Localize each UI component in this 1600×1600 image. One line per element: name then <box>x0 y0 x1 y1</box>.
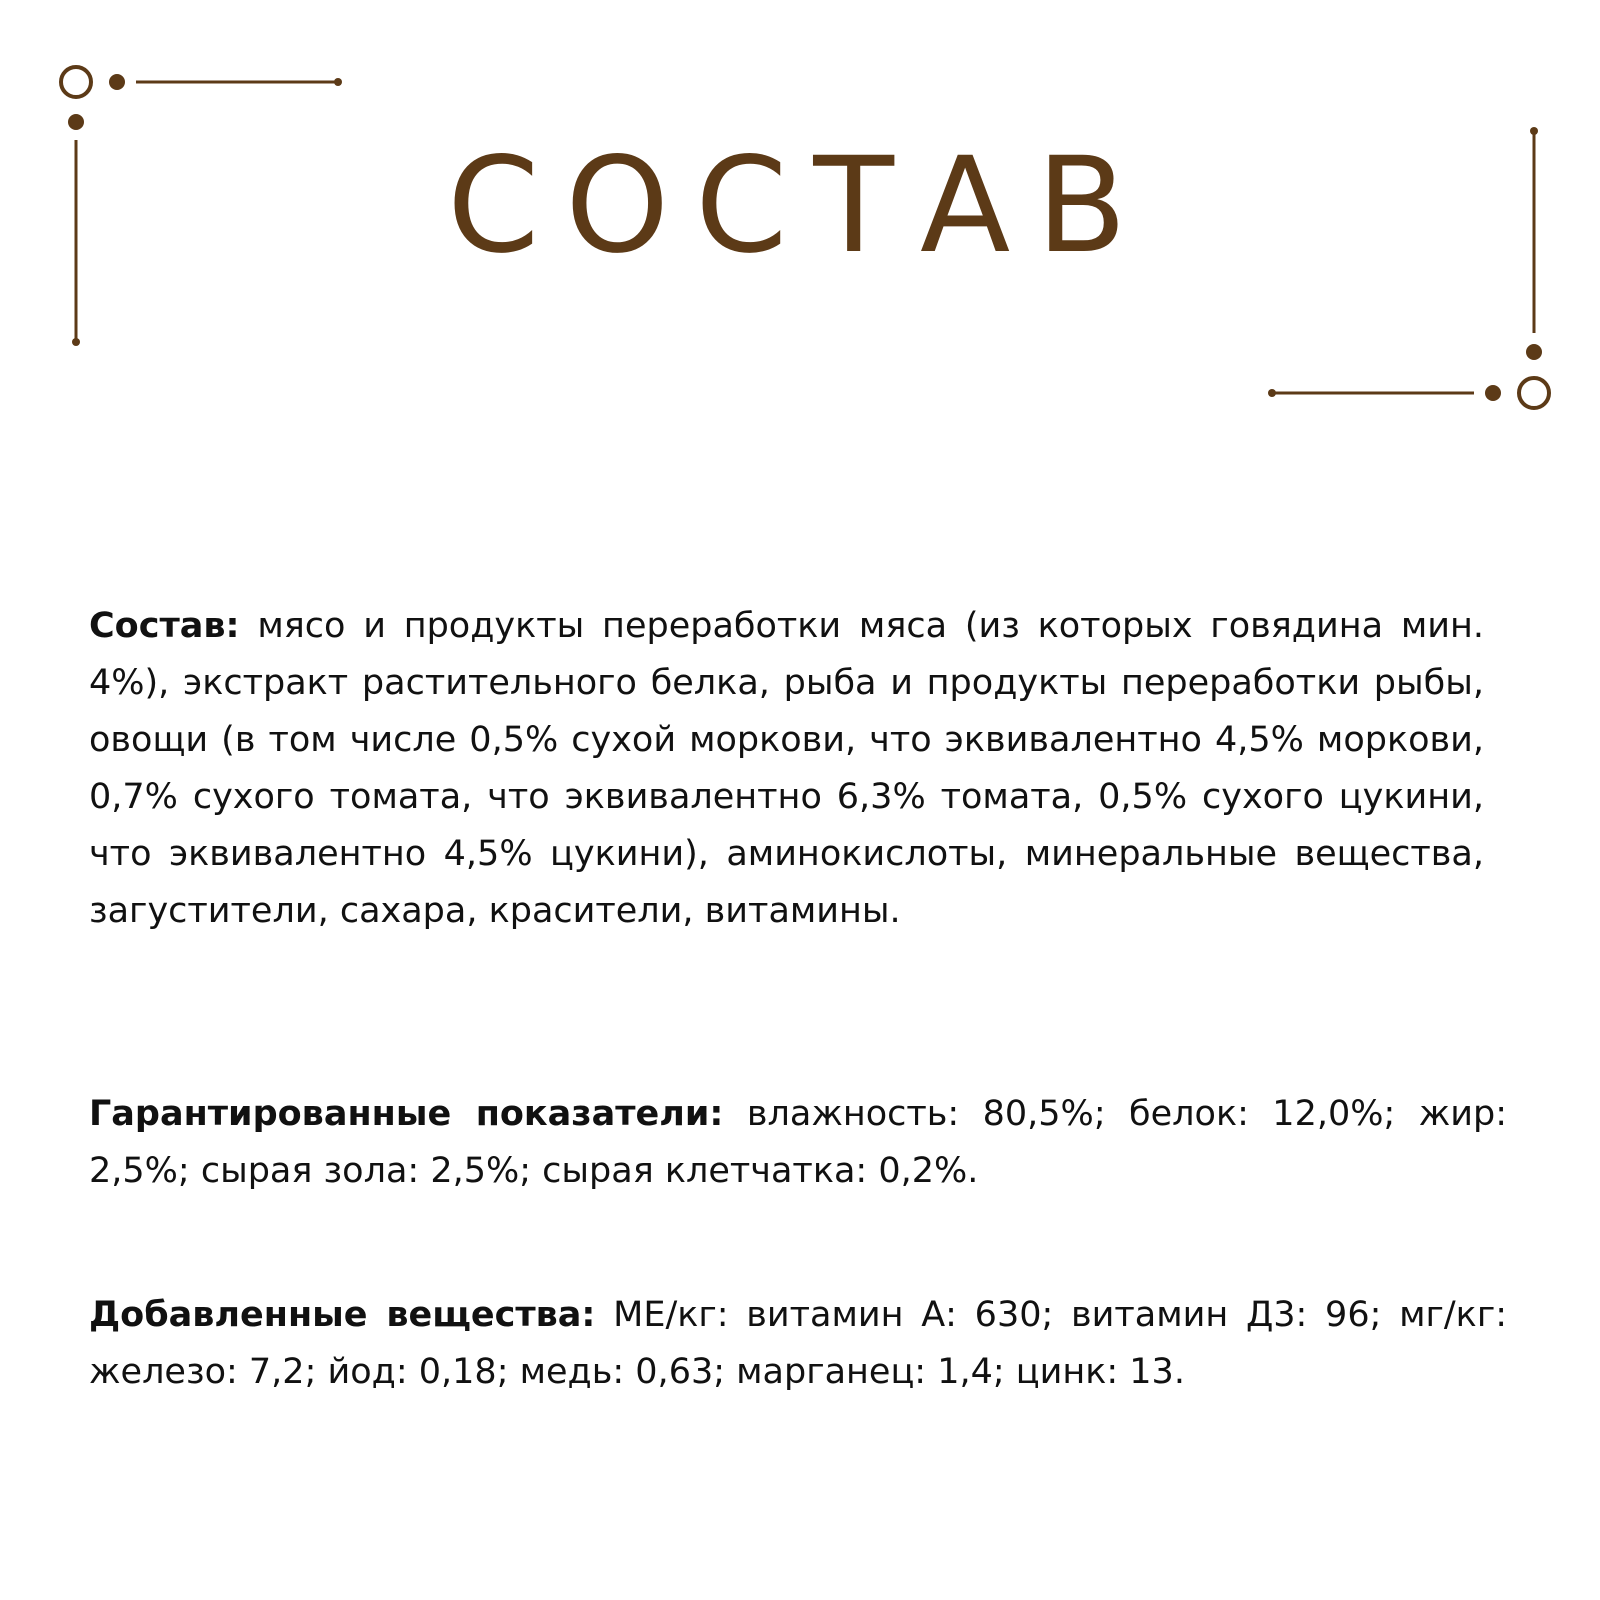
additives-text: МЕ/кг: витамин А: 630; витамин Д3: 96; мг/кг: железо: 7,2; йод: 0,18; медь: 0,63; марганец: 1,4; цинк: 13. <box>89 1295 1507 1392</box>
guaranteed-values-text: влажность: 80,5%; белок: 12,0%; жир: 2,5%; сырая зола: 2,5%; сырая клетчатка: 0,2%. <box>89 1094 1507 1191</box>
additives-label: Добавленные вещества: <box>89 1295 596 1335</box>
guaranteed-values-label: Гарантированные показатели: <box>89 1094 724 1134</box>
page-title: СОСТАВ <box>447 129 1153 283</box>
composition-text: мясо и продукты переработки мяса (из которых говядина мин. 4%), экстракт растительного белка, рыба и продукты переработки рыбы, овощи (в том числе 0,5% сухой моркови, что эквивалентно 4,5% моркови, 0,7% сухого томата, что эквивалентно 6,3% томата, 0,5% сухого цукини, что эквивалентно 4,5% цукини), аминокислоты, минеральные вещества, загустители, сахара, красители, витамины. <box>89 606 1484 931</box>
guaranteed-values-paragraph <box>89 1086 1507 1200</box>
composition-paragraph <box>89 598 1484 940</box>
additives-paragraph <box>89 1287 1507 1401</box>
composition-label: Состав: <box>89 606 240 646</box>
